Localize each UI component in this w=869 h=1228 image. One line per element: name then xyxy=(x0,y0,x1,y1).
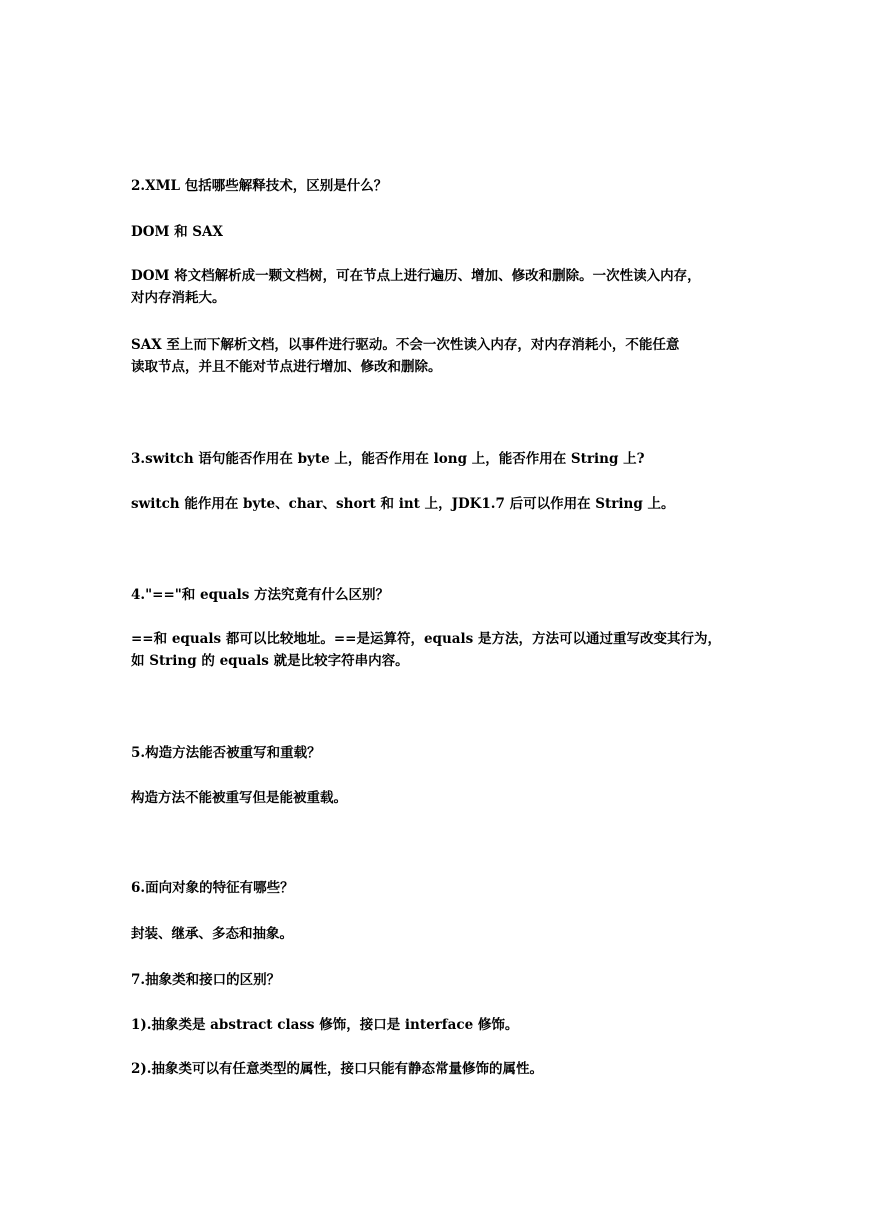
text-line: 构造方法不能被重写但是能被重载。 xyxy=(131,790,347,806)
text-line: DOM 和 SAX xyxy=(131,224,224,240)
text-line: 封装、继承、多态和抽象。 xyxy=(131,926,293,942)
answer-oop-features xyxy=(131,923,743,945)
answer-constructor xyxy=(131,787,743,809)
question-constructor xyxy=(131,742,743,764)
text-line: 7.抽象类和接口的区别？ xyxy=(131,972,281,988)
question-equals xyxy=(131,584,743,606)
text-line: 读取节点，并且不能对节点进行增加、修改和删除。 xyxy=(131,359,442,375)
answer-abstract-point-2 xyxy=(131,1058,743,1080)
text-line: switch 能作用在 byte、char、short 和 int 上，JDK1.7 后可以作用在 String 上。 xyxy=(131,496,675,512)
question-oop-features xyxy=(131,877,743,899)
text-line: 2).抽象类可以有任意类型的属性，接口只能有静态常量修饰的属性。 xyxy=(131,1061,543,1077)
question-xml-parsing xyxy=(131,175,743,197)
text-line: 4."=="和 equals 方法究竟有什么区别？ xyxy=(131,587,390,603)
text-line: 3.switch 语句能否作用在 byte 上，能否作用在 long 上，能否作用在 String 上? xyxy=(131,451,645,467)
text-line: 1).抽象类是 abstract class 修饰，接口是 interface 修饰。 xyxy=(131,1017,519,1033)
text-line: SAX 至上而下解析文档，以事件进行驱动。不会一次性读入内存，对内存消耗小，不能任意 xyxy=(131,337,680,353)
answer-abstract-point-1 xyxy=(131,1014,743,1036)
text-line: 如 String 的 equals 就是比较字符串内容。 xyxy=(131,653,409,669)
text-line: 对内存消耗大。 xyxy=(131,290,226,306)
answer-sax-description xyxy=(131,334,743,378)
question-switch xyxy=(131,448,743,470)
text-line: 5.构造方法能否被重写和重载？ xyxy=(131,745,321,761)
answer-equals xyxy=(131,628,743,672)
text-line: 2.XML 包括哪些解释技术，区别是什么？ xyxy=(131,178,388,194)
question-abstract-vs-interface xyxy=(131,969,743,991)
text-line: ==和 equals 都可以比较地址。==是运算符，equals 是方法，方法可以通过重写改变其行为， xyxy=(131,631,721,647)
answer-dom-description xyxy=(131,265,743,309)
answer-dom-sax xyxy=(131,221,743,243)
text-line: 6.面向对象的特征有哪些？ xyxy=(131,880,294,896)
answer-switch xyxy=(131,493,743,515)
text-line: DOM 将文档解析成一颗文档树，可在节点上进行遍历、增加、修改和删除。一次性读入内存， xyxy=(131,268,701,284)
